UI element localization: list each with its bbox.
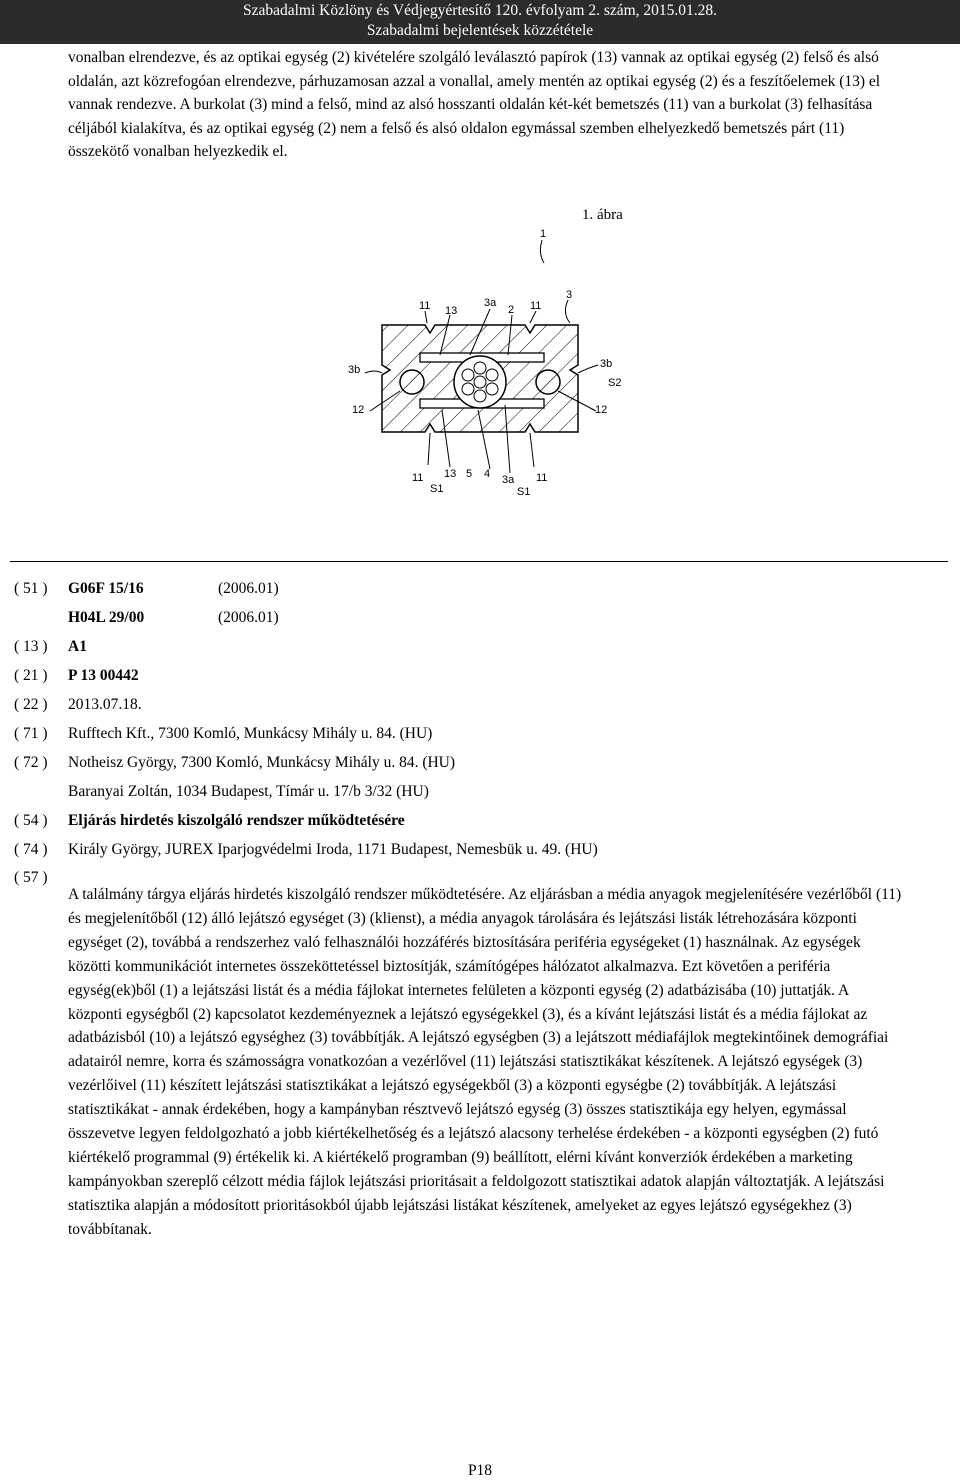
inid-code: ( 51 )	[14, 580, 48, 597]
label-3a: 3a	[502, 474, 515, 486]
inid-code: ( 22 )	[14, 696, 48, 713]
applicant: Rufftech Kft., 7300 Komló, Munkácsy Mihály u. 84. (HU)	[68, 725, 433, 742]
label-3: 3	[566, 289, 573, 301]
tension-member-right	[536, 370, 560, 394]
label-11: 11	[530, 300, 542, 312]
ipc-class: G06F 15/16	[68, 580, 144, 597]
inid-code: ( 71 )	[14, 725, 48, 742]
figure-cable-cross-section	[330, 205, 660, 505]
label-13: 13	[445, 305, 458, 317]
agent: Király György, JUREX Iparjogvédelmi Iroda, 1171 Budapest, Nemesbük u. 49. (HU)	[68, 841, 598, 858]
label-1: 1	[540, 228, 547, 240]
kind-code: A1	[68, 638, 87, 655]
label-11: 11	[419, 300, 431, 312]
label-12: 12	[352, 404, 365, 416]
label-3a: 3a	[484, 297, 497, 309]
journal-title: Szabadalmi Közlöny és Védjegyértesítő 120. évfolyam 2. szám, 2015.01.28.	[242, 2, 718, 19]
label-s2: S2	[608, 377, 622, 389]
label-5: 5	[466, 468, 473, 480]
inid-code: ( 21 )	[14, 667, 48, 684]
label-s1: S1	[430, 483, 444, 495]
ipc-class: H04L 29/00	[68, 609, 145, 626]
application-number: P 13 00442	[68, 667, 139, 684]
optical-fiber	[474, 376, 486, 388]
optical-fiber	[462, 369, 474, 381]
inventor: Notheisz György, 7300 Komló, Munkácsy Mihály u. 84. (HU)	[68, 754, 456, 771]
label-11: 11	[412, 472, 424, 484]
optical-fiber	[486, 369, 498, 381]
inid-code: ( 13 )	[14, 638, 48, 655]
label-4: 4	[484, 468, 491, 480]
section-title: Szabadalmi bejelentések közzététele	[366, 22, 594, 39]
label-11: 11	[536, 472, 548, 484]
label-s1: S1	[517, 486, 531, 498]
label-12: 12	[595, 404, 608, 416]
optical-fiber	[474, 362, 486, 374]
section-divider	[10, 561, 948, 562]
inid-code: ( 54 )	[14, 812, 48, 829]
filing-date: 2013.07.18.	[68, 696, 142, 713]
label-3b: 3b	[600, 358, 613, 370]
label-13: 13	[444, 468, 457, 480]
invention-title: Eljárás hirdetés kiszolgáló rendszer működtetésére	[68, 812, 405, 829]
ipc-date: (2006.01)	[218, 580, 279, 597]
inid-code: ( 57 )	[14, 869, 48, 886]
figure-caption: 1. ábra	[582, 207, 623, 223]
abstract-paragraph: A találmány tárgya eljárás hirdetés kiszolgáló rendszer működtetésére. Az eljárásban a média anyagok megjelenítésére vezérlőből (11) és megjelenítőből (12) álló lejátszó egységet (3) (klienst), a média anyagok tárolására és lejátszási listák létrehozására központi egységet (2), továbbá a rendszerhez való felhasználói hozzáférés biztosítására periféria egységeket (1) használnak. Az egységek közötti kommunikációt internetes összeköttetéssel biztosítják, számítógépes hálózatot alkalmazva. Ezt követően a periféria egység(ek)ből (1) a lejátszási listát és a média fájlokat internetes felületen a központi egység (2) adatbázisába (10) juttatják. A központi egységből (2) kapcsolatot kezdeményeznek a lejátszó egységekkel (3), és a kívánt lejátszási listát és a média fájlokat az adatbázisból (10) a lejátszó egységhez (3) továbbítják. A lejátszó egységben (3) a lejátszott médiafájlok megtekintőinek demográfiai adatairól nemre, korra és számosságra vonatkozóan a vezérlővel (11) lejátszási statisztikákat készítenek. A lejátszó egységek (3) vezérlőivel (11) készített lejátszási statisztikákat a lejátszó egységekből (3) a központi egységbe (2) továbbítják. A lejátszási statisztikákat - annak érdekében, hogy a kampányban résztvevő lejátszó egység (3) összes statisztikája egy helyen, egymással összevetve legyen feldolgozható a jobb kiértékelhetőség és a lejátszó alacsony terhelése érdekében - a központi egységben (2) futó kiértékelő programmal (9) értékelik ki. A kiértékelő programban (9) beállított, elérni kívánt konverziók érdekében a marketing kampányokban szereplő célzott média fájlok lejátszási prioritásait a feldolgozott statisztikai adatok alapján változtatják. A lejátszási statisztika alapján a módosított prioritásokból újabb lejátszási listákat készítenek, amelyeket az egyes lejátszó egységekhez (3) továbbítanak.	[68, 886, 902, 1238]
label-3b: 3b	[348, 364, 361, 376]
tension-member-left	[400, 370, 424, 394]
optical-fiber	[462, 383, 474, 395]
inid-code: ( 72 )	[14, 754, 48, 771]
page-number: P18	[467, 1462, 493, 1479]
label-2: 2	[508, 304, 515, 316]
inventor: Baranyai Zoltán, 1034 Budapest, Tímár u. 17/b 3/32 (HU)	[68, 783, 429, 800]
ipc-date: (2006.01)	[218, 609, 279, 626]
optical-fiber	[474, 390, 486, 402]
inid-code: ( 74 )	[14, 841, 48, 858]
optical-fiber	[486, 383, 498, 395]
journal-header	[0, 0, 960, 44]
intro-paragraph: vonalban elrendezve, és az optikai egység (2) kivételére szolgáló leválasztó papírok (13) vannak az optikai egység (2) felső és alsó oldalán, azt közrefogóan elrendezve, párhuzamosan azzal a vonallal, amely mentén az optikai egység (2) és a feszítőelemek (13) el vannak rendezve. A burkolat (3) mind a felső, mind az alsó hosszanti oldalán két-két bemetszés (11) van a burkolat (3) felhasítása céljából kialakítva, és az optikai egység (2) nem a felső és alsó oldalon egymással szemben elhelyezkedő bemetszés párt (11) összekötő vonalban helyezkedik el.	[68, 49, 881, 160]
